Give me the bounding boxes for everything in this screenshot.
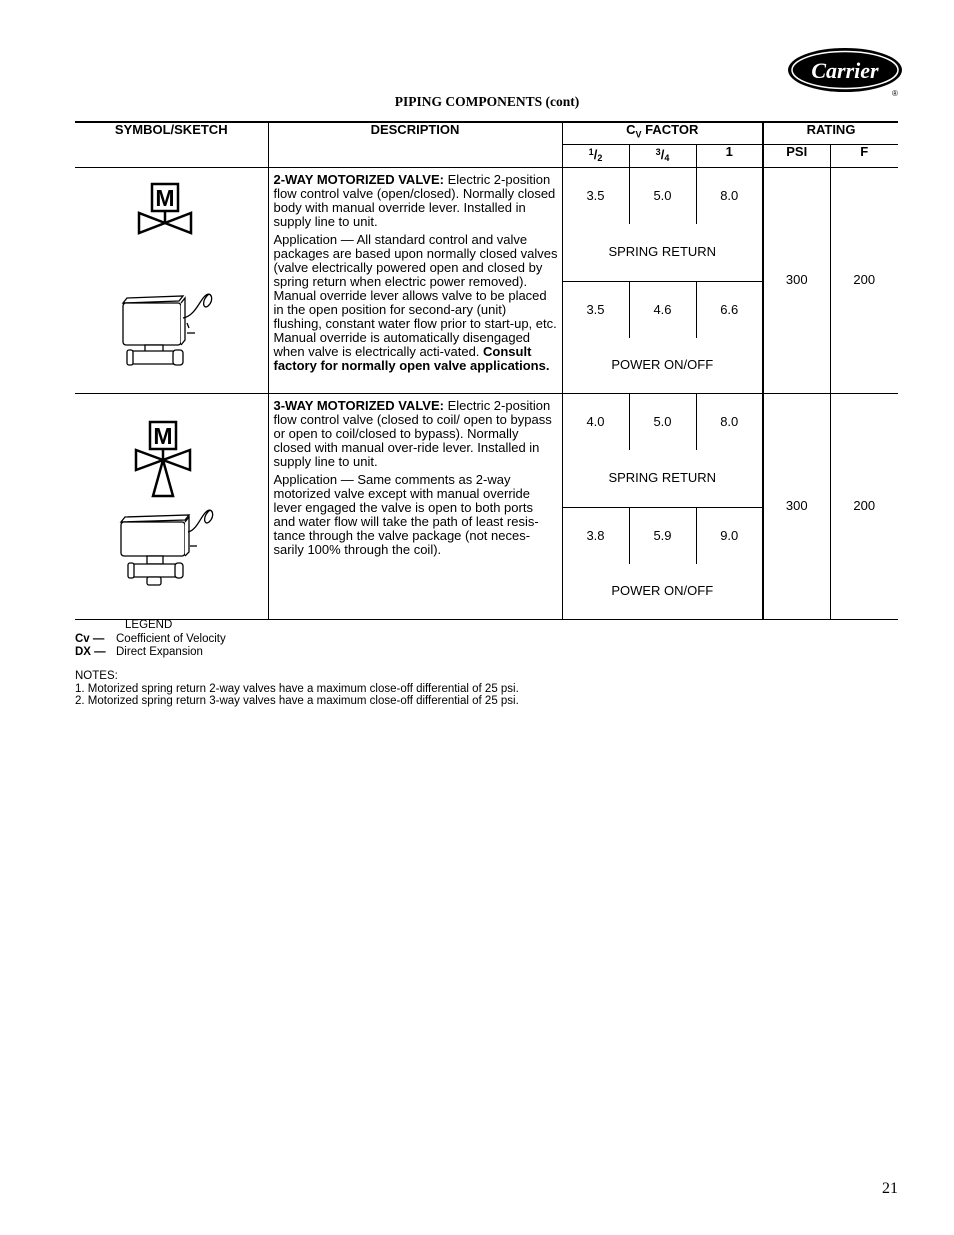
cv-mode-label: POWER ON/OFF <box>562 338 763 393</box>
valve-title: 2-WAY MOTORIZED VALVE: <box>273 171 444 187</box>
motor-letter: M <box>155 184 175 211</box>
header-cv-one: 1 <box>696 144 763 167</box>
table-row <box>75 167 898 224</box>
legend-item: DX — Direct Expansion <box>75 646 203 658</box>
legend-item: Cv — Coefficient of Velocity <box>75 632 226 645</box>
legend <box>75 619 226 660</box>
description-2way: 2-WAY MOTORIZED VALVE: Electric 2-position flow control valve (open/closed). Normally closed body with manual override lever. Installed in supply line to unit. Application — All standard control and valve packages are based upon normally closed valves (valve electrically powered open and closed by spring return when electric power removed). Manual override lever allows valve to be placed in the open position for second-ary (unit) flushing, constant water flow prior to start-up, etc. Manual override is automatically disengaged when valve is electrically acti-vated. Consult factory for normally open valve applications. <box>268 167 562 393</box>
cv-mode-label: SPRING RETURN <box>562 224 763 281</box>
cv-value: 6.6 <box>720 301 739 317</box>
table-row <box>75 393 898 450</box>
rating-psi: 300 <box>763 167 830 393</box>
symbol-cell-3way <box>75 393 268 619</box>
cv-value: 4.6 <box>629 281 696 338</box>
header-cv-factor: $C_V$ FACTOR <box>562 122 763 144</box>
description-3way: 3-WAY MOTORIZED VALVE: Electric 2-position flow control valve (closed to coil/ open to bypass or open to coil/closed to bypass). Normally closed with manual over-ride lever. Installed in supply line to unit. Application — Same comments as 2-way motorized valve except with manual override lever engaged the valve is open to both ports and water flow will take the path of least resis-tance through the valve package (not neces-sarily 100% through the coil). <box>268 393 562 619</box>
header-f: F <box>830 144 898 167</box>
two-way-valve-sketch <box>75 168 268 390</box>
cv-value: 8.0 <box>720 413 739 429</box>
cv-value: 3.8 <box>562 507 629 564</box>
logo-registered: ® <box>892 89 898 98</box>
header-rating: RATING <box>763 122 898 144</box>
page-title: PIPING COMPONENTS (cont) <box>394 94 580 109</box>
cv-value: 5.9 <box>629 507 696 564</box>
piping-components-table <box>75 121 898 620</box>
cv-mode-label: POWER ON/OFF <box>562 564 763 619</box>
rating-f: 200 <box>830 167 898 393</box>
header-description: DESCRIPTION <box>268 122 562 167</box>
header-symbol: SYMBOL/SKETCH <box>75 122 268 167</box>
header-psi: PSI <box>763 144 830 167</box>
cv-value: 8.0 <box>720 187 739 203</box>
cv-value: 4.0 <box>562 393 629 450</box>
cv-value: 9.0 <box>720 527 739 543</box>
valve-title: 3-WAY MOTORIZED VALVE: <box>273 397 444 413</box>
header-cv-three-quarter: $^3$/4 <box>629 144 696 167</box>
legend-title: LEGEND <box>125 619 173 631</box>
rating-f: 200 <box>830 393 898 619</box>
rating-psi: 300 <box>763 393 830 619</box>
three-way-valve-sketch <box>75 394 268 616</box>
note-item: 2. Motorized spring return 3-way valves have a maximum close-off differential of 25 psi. <box>75 695 519 707</box>
logo-text: Carrier <box>811 58 879 83</box>
motor-letter: M <box>153 422 173 449</box>
notes <box>75 670 519 708</box>
cv-value: 5.0 <box>629 393 696 450</box>
carrier-logo <box>787 46 907 98</box>
symbol-cell-2way <box>75 167 268 393</box>
notes-title: NOTES: <box>75 670 118 682</box>
note-item: 1. Motorized spring return 2-way valves have a maximum close-off differential of 25 psi. <box>75 682 519 695</box>
cv-value: 5.0 <box>629 167 696 224</box>
page-number: 21 <box>882 1180 898 1197</box>
header-cv-half: $^1$/2 <box>562 144 629 167</box>
cv-value: 3.5 <box>562 281 629 338</box>
cv-value: 3.5 <box>562 167 629 224</box>
cv-mode-label: SPRING RETURN <box>562 450 763 507</box>
